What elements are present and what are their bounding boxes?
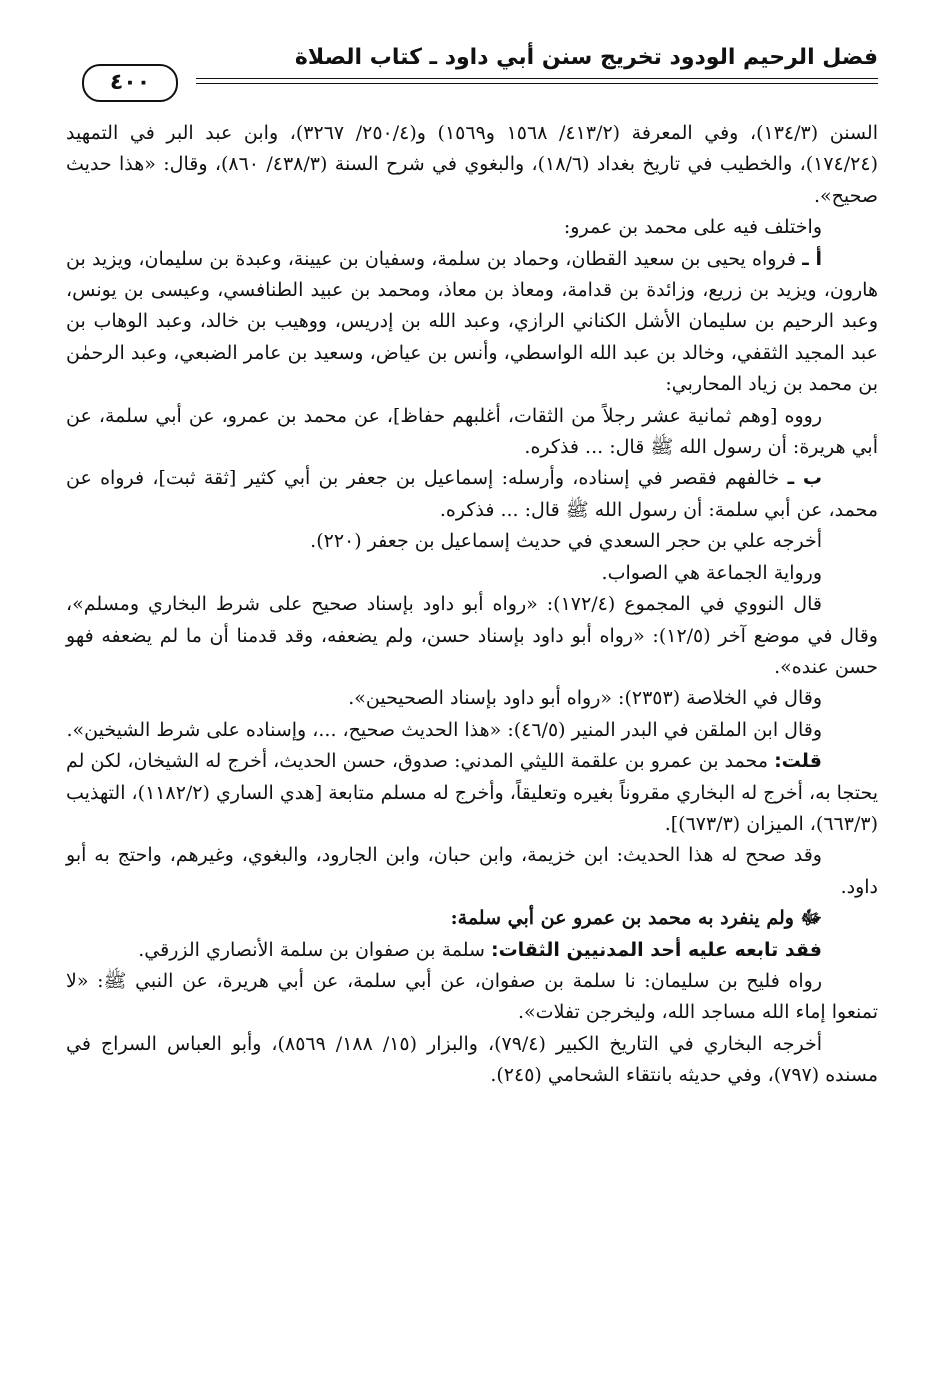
paragraph-text: ﷻ ولم ينفرد به محمد بن عمرو عن أبي سلمة:: [450, 907, 822, 930]
paragraph-nawawi-majmu: [66, 589, 878, 683]
paragraph-khulasa: [66, 683, 878, 714]
page-body: [66, 118, 878, 1092]
paragraph-mutaba: [66, 935, 878, 966]
paragraph-text: وقد صحح له هذا الحديث: ابن خزيمة، وابن حبان، وابن الجارود، والبغوي، وغيرهم، واحتج به أبو داود.: [66, 844, 878, 898]
paragraph-text: فرواه يحيى بن سعيد القطان، وحماد بن سلمة، وسفيان بن عيينة، وعبدة بن سليمان، ويزيد بن هارون، ويزيد بن زريع، وزائدة بن قدامة، ومعاذ بن معاذ، ومحمد بن عبيد الطنافسي، وعيسى بن يونس، وعبد الرحيم بن سليمان الأشل الكناني الرازي، وعبد الله بن إدريس، ووهيب بن خالد، وعبد الوهاب بن عبد المجيد الثقفي، وخالد بن عبد الله الواسطي، وأنس بن عياض، وسعيد بن عامر الضبعي، وعبد الرحمٰن بن محمد بن زياد المحاربي:: [66, 247, 878, 396]
paragraph-ibn-mulaqqin: [66, 715, 878, 746]
page-number: ٤٠٠: [82, 64, 178, 102]
mutaba-marker: فقد تابعه عليه أحد المدنيين الثقات:: [490, 938, 822, 961]
list-marker-ba: ب ـ: [787, 467, 822, 490]
paragraph-text: رواه فليح بن سليمان: نا سلمة بن صفوان، عن أبي سلمة، عن أبي هريرة، عن النبي ﷺ: «لا تمنعوا إماء الله مساجد الله، وليخرجن تفلات».: [66, 969, 878, 1024]
page-number-frame: [66, 62, 196, 102]
paragraph-text: رووه [وهم ثمانية عشر رجلاً من الثقات، أغلبهم حفاظ]، عن محمد بن عمرو، عن أبي سلمة، عن أبي هريرة: أن رسول الله ﷺ قال: ... فذكره.: [66, 404, 878, 459]
paragraph-text: سلمة بن صفوان بن سلمة الأنصاري الزرقي.: [138, 938, 491, 961]
paragraph-ali-bin-hujr: [66, 526, 878, 557]
paragraph-authentication: [66, 840, 878, 903]
running-title: فضل الرحيم الودود تخريج سنن أبي داود ـ كتاب الصلاة: [294, 45, 878, 70]
paragraph-text: واختلف فيه على محمد بن عمرو:: [563, 216, 822, 239]
paragraph-narrators-summary: [66, 401, 878, 464]
paragraph-second-narration: [66, 463, 878, 526]
paragraph-text: ورواية الجماعة هي الصواب.: [601, 561, 822, 584]
list-marker-alif: أ ـ: [802, 247, 823, 270]
paragraph-text: وقال في الخلاصة (٢٣٥٣): «رواه أبو داود بإسناد الصحيحين».: [348, 687, 822, 710]
paragraph-text: أخرجه البخاري في التاريخ الكبير (٧٩/٤)، والبزار (١٥/ ١٨٨/ ٨٥٦٩)، وأبو العباس السراج في مسنده (٧٩٧)، وفي حديثه بانتقاء الشحامي (٢٤٥).: [66, 1032, 878, 1087]
section-heading-follow-up: [66, 903, 878, 934]
paragraph-sunan-citation: [66, 118, 878, 212]
paragraph-text: محمد بن عمرو بن علقمة الليثي المدني: صدوق، حسن الحديث، أخرج له الشيخان، لكن لم يحتجا به، أخرج له البخاري مقروناً بغيره وتعليقاً، وأخرج له مسلم متابعة [هدي الساري (١١٨٢/٢)، التهذيب (٦٦٣/٣)، الميزان (٦٧٣/٣)].: [66, 750, 879, 835]
paragraph-first-narration: [66, 244, 878, 401]
paragraph-text: خالفهم فقصر في إسناده، وأرسله: إسماعيل بن جعفر بن أبي كثير [ثقة ثبت]، فرواه عن محمد، عن أبي سلمة: أن رسول الله ﷺ قال: ... فذكره.: [66, 467, 878, 521]
paragraph-fulayh-narration: [66, 966, 878, 1029]
paragraph-disagreement-intro: [66, 212, 878, 243]
qultu-marker: قلت:: [774, 750, 822, 773]
paragraph-majority-correct: [66, 558, 878, 589]
paragraph-text: أخرجه علي بن حجر السعدي في حديث إسماعيل بن جعفر (٢٢٠).: [310, 530, 822, 553]
paragraph-text: قال النووي في المجموع (١٧٢/٤): «رواه أبو داود بإسناد صحيح على شرط البخاري ومسلم»، وقال في موضع آخر (١٢/٥): «رواه أبو داود بإسناد حسن، ولم يضعفه، وقد قدمنا أن ما لم يضعفه فهو حسن عنده».: [66, 593, 878, 678]
paragraph-text: وقال ابن الملقن في البدر المنير (٤٦/٥): «هذا الحديث صحيح، ...، وإسناده على شرط الشيخين».: [66, 718, 822, 741]
paragraph-author-note: [66, 746, 878, 840]
paragraph-bukhari-tarikh: [66, 1029, 878, 1092]
page-header: [66, 44, 878, 102]
paragraph-text: السنن (١٣٤/٣)، وفي المعرفة (٤١٣/٢/ ١٥٦٨ و١٥٦٩) و(٢٥٠/٤/ ٣٢٦٧)، وابن عبد البر في التمهيد (١٧٤/٢٤)، والخطيب في تاريخ بغداد (١٨/٦)، والبغوي في شرح السنة (٤٣٨/٣/ ٨٦٠)، وقال: «هذا حديث صحيح».: [66, 122, 878, 207]
